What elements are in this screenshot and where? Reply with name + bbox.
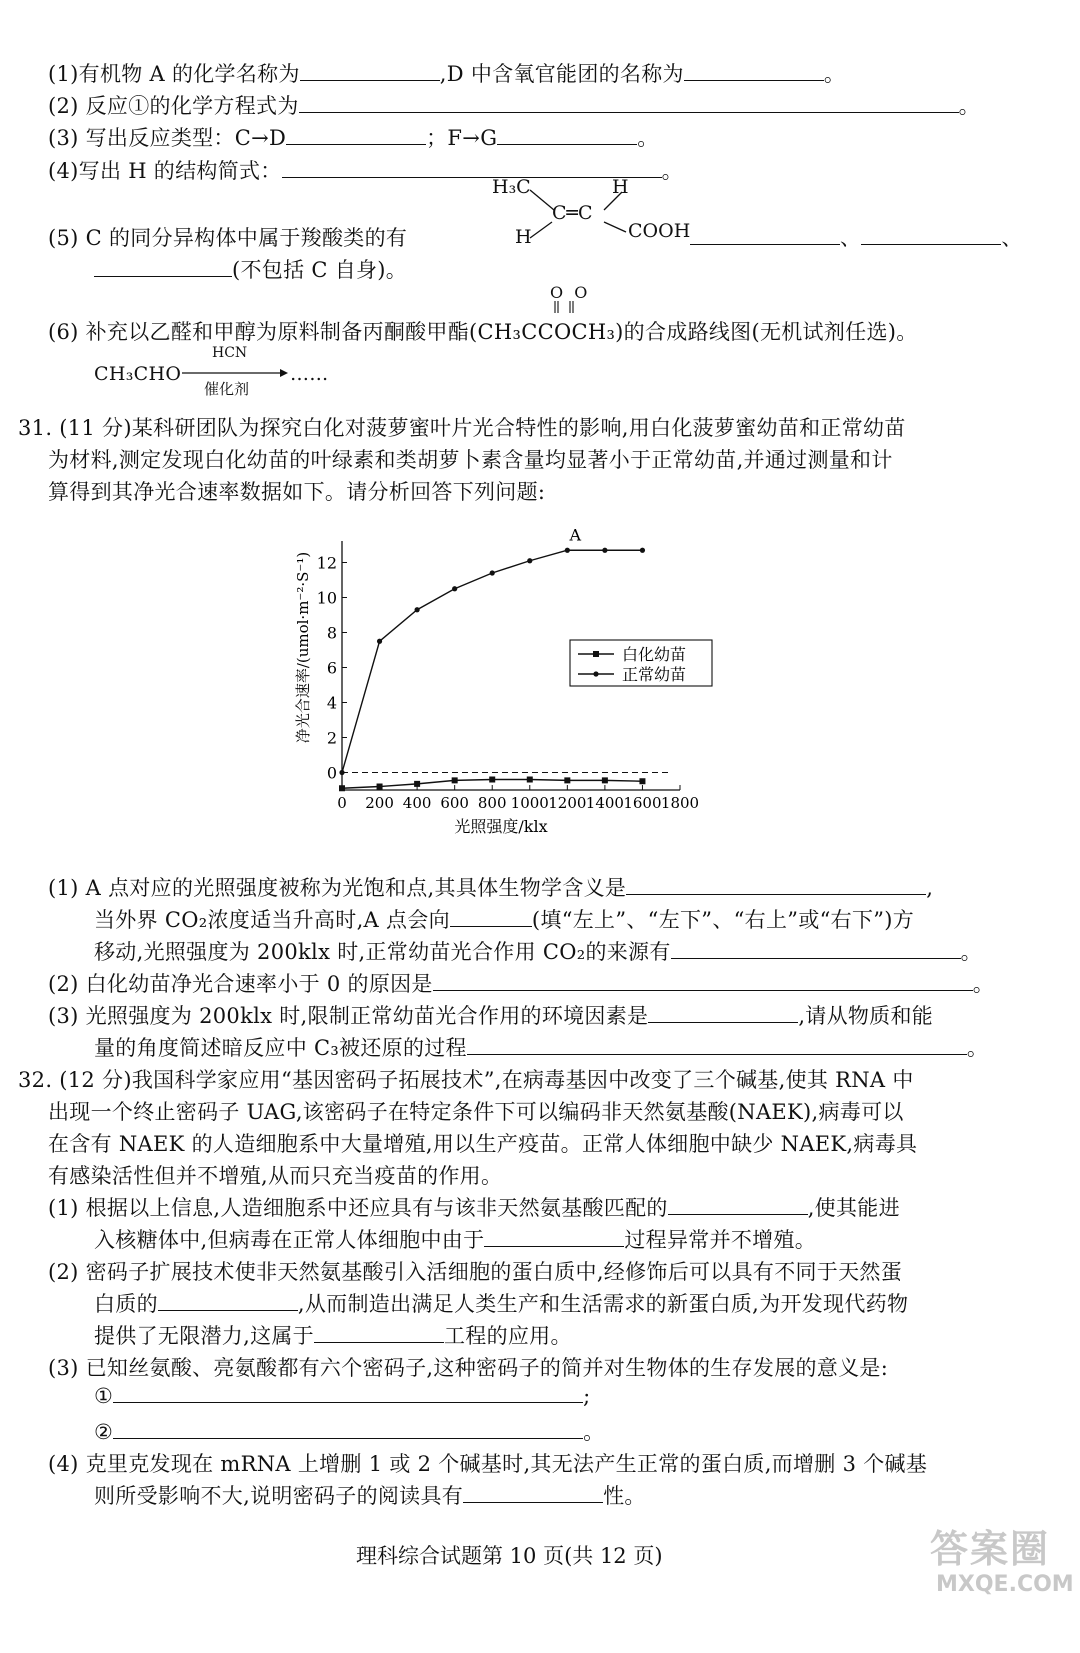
q32-stem-line4: 有感染活性但并不增殖,从而只充当疫苗的作用。: [48, 1164, 503, 1188]
q31-stem-line2: 为材料,测定发现白化幼苗的叶绿素和类胡萝卜素含量均显著小于正常幼苗,并通过测量和计: [48, 448, 893, 472]
y-axis-label: 净光合速率/(umol·m⁻²·S⁻¹): [294, 551, 312, 744]
carbonyl-bonds: [550, 300, 590, 314]
y-tick-label: 2: [326, 728, 337, 748]
q32-sub3-item2: ② 。: [94, 1420, 605, 1444]
answer-blank[interactable]: [626, 876, 926, 895]
y-tick-label: 8: [326, 623, 337, 643]
route-arrow: [182, 366, 292, 380]
q32-sub3: (3) 已知丝氨酸、亮氨酸都有六个密码子,这种密码子的简并对生物体的生存发展的意义是:: [48, 1356, 889, 1380]
photosynthesis-chart: [280, 515, 720, 860]
watermark-logo: 答案圈: [930, 1527, 1051, 1571]
answer-blank[interactable]: [648, 1004, 798, 1023]
q30-part4: (4)写出 H 的结构简式： 。: [48, 159, 683, 183]
route-catalyst: 催化剂: [204, 380, 250, 398]
q30-part5-tail: (不包括 C 自身)。: [94, 254, 407, 284]
data-point-square: [452, 777, 458, 783]
y-tick-label: 4: [326, 693, 337, 713]
q32-sub2: (2) 密码子扩展技术使非天然氨基酸引入活细胞的蛋白质中,经修饰后可以具有不同于天然蛋: [48, 1260, 902, 1284]
answer-blank[interactable]: [433, 972, 973, 991]
x-tick-label: 1600: [623, 794, 662, 812]
data-point-dot: [452, 586, 457, 591]
q32-stem-line2: 出现一个终止密码子 UAG,该密码子在特定条件下可以编码非天然氨基酸(NAEK),病毒可以: [48, 1100, 904, 1124]
x-tick-label: 1000: [510, 794, 549, 812]
x-tick-label: 1800: [660, 794, 700, 812]
data-point-dot: [602, 548, 607, 553]
q30-part5: (5) C 的同分异构体中属于羧酸类的有: [48, 226, 408, 250]
q32-sub2-b: 白质的 ,从而制造出满足人类生产和生活需求的新蛋白质,为开发现代药物: [94, 1292, 909, 1316]
answer-blank[interactable]: [113, 1384, 583, 1403]
pyruvate-formula: CH₃CCOCH₃: [477, 320, 616, 344]
struct-cooh: COOH: [628, 220, 691, 242]
q32-sub4: (4) 克里克发现在 mRNA 上增删 1 或 2 个碱基时,其无法产生正常的蛋白质,而增删 3 个碱基: [48, 1452, 928, 1476]
q30-part1: (1)有机物 A 的化学名称为 ,D 中含氧官能团的名称为 。: [48, 62, 846, 86]
data-point-square: [602, 777, 608, 783]
q31-sub2: (2) 白化幼苗净光合速率小于 0 的原因是 。: [48, 972, 995, 996]
data-point-square: [339, 785, 345, 791]
route-reagent: HCN: [212, 345, 248, 361]
answer-blank[interactable]: [286, 126, 426, 145]
answer-blank[interactable]: [300, 62, 440, 81]
answer-blank[interactable]: [158, 1292, 298, 1311]
x-tick-label: 200: [365, 794, 394, 812]
chart-axes: [294, 541, 699, 836]
q30-part6: (6) 补充以乙醛和甲醇为原料制备丙酮酸甲酯(CH₃CCOCH₃)的合成路线图(无机试剂任选)。: [48, 320, 918, 344]
q32-sub1: (1) 根据以上信息,人造细胞系中还应具有与该非天然氨基酸匹配的 ,使其能进: [48, 1196, 900, 1220]
route-start: CH₃CHO: [94, 363, 182, 385]
data-point-square: [639, 778, 645, 784]
data-point-square: [377, 784, 383, 790]
q31-stem-line3: 算得到其净光合速率数据如下。请分析回答下列问题:: [48, 480, 546, 504]
struct-bonds: [480, 170, 680, 250]
q31-sub1-c: 移动,光照强度为 200klx 时,正常幼苗光合作用 CO₂的来源有 。: [94, 940, 982, 964]
data-point-dot: [415, 607, 420, 612]
legend-swatch-square: [593, 651, 599, 657]
x-tick-label: 800: [477, 794, 507, 812]
data-point-dot: [377, 639, 382, 644]
answer-blank[interactable]: [668, 1196, 808, 1215]
data-point-square: [414, 781, 420, 787]
answer-blank[interactable]: [314, 1324, 444, 1343]
x-tick-label: 400: [402, 794, 432, 812]
page-footer: 理科综合试题第 10 页(共 12 页): [356, 1544, 663, 1568]
q30-part3: (3) 写出反应类型：C→D ；F→G 。: [48, 126, 659, 150]
q32-sub2-c: 提供了无限潜力,这属于 工程的应用。: [94, 1324, 572, 1348]
struct-h-bottom: H: [515, 226, 532, 248]
answer-blank[interactable]: [299, 94, 959, 113]
data-point-dot: [490, 570, 495, 575]
q31-sub1: (1) A 点对应的光照强度被称为光饱和点,其具体生物学含义是 ,: [48, 876, 934, 900]
data-point-dot: [565, 548, 570, 553]
watermark-url: MXQE.COM: [936, 1572, 1074, 1597]
answer-blank[interactable]: [671, 940, 961, 959]
data-point-square: [527, 777, 533, 783]
struct-h-top: H: [612, 176, 629, 198]
q32-sub3-item1: ① ;: [94, 1384, 591, 1408]
y-tick-label: 10: [316, 588, 337, 608]
x-tick-label: 0: [337, 794, 347, 812]
carbonyl-oxygens: O O: [550, 283, 591, 302]
answer-blank[interactable]: [497, 126, 637, 145]
x-tick-label: 1200: [548, 794, 587, 812]
q32-sub1-b: 入核糖体中,但病毒在正常人体细胞中由于 过程异常并不增殖。: [94, 1228, 817, 1252]
x-tick-label: 600: [440, 794, 469, 812]
struct-h3c: H₃C: [492, 176, 531, 198]
legend-label: 正常幼苗: [622, 665, 687, 684]
struct-double-bond: C═C: [552, 202, 593, 224]
q30-part5-blanks: 、 、: [690, 222, 1023, 252]
data-point-square: [489, 777, 495, 783]
y-tick-label: 0: [326, 763, 337, 783]
q31-stem-line1: 31. (11 分)某科研团队为探究白化对菠萝蜜叶片光合特性的影响,用白化菠萝蜜幼苗和正常幼苗: [18, 416, 906, 440]
q32-stem-line3: 在含有 NAEK 的人造细胞系中大量增殖,用以生产疫苗。正常人体细胞中缺少 NAEK,病毒具: [48, 1132, 918, 1156]
answer-blank[interactable]: [861, 226, 1001, 245]
y-tick-label: 6: [326, 658, 337, 678]
data-point-dot: [640, 548, 645, 553]
chart-legend: [570, 640, 712, 686]
q31-sub3: (3) 光照强度为 200klx 时,限制正常幼苗光合作用的环境因素是 ,请从物质和能: [48, 1004, 934, 1028]
q32-sub4-b: 则所受影响不大,说明密码子的阅读具有 性。: [94, 1484, 646, 1508]
q30-part2: (2) 反应①的化学方程式为 。: [48, 94, 980, 118]
answer-blank[interactable]: [690, 226, 840, 245]
answer-blank[interactable]: [484, 1228, 624, 1247]
q31-sub1-b: 当外界 CO₂浓度适当升高时,A 点会向 (填“左上”、“左下”、“右上”或“右下”)方: [94, 908, 915, 932]
legend-swatch-dot: [593, 671, 598, 676]
q32-stem-line1: 32. (12 分)我国科学家应用“基因密码子拓展技术”,在病毒基因中改变了三个碱基,使其 RNA 中: [18, 1068, 914, 1092]
x-axis-label: 光照强度/klx: [454, 817, 548, 836]
answer-blank[interactable]: [113, 1420, 583, 1439]
answer-blank[interactable]: [450, 908, 532, 927]
answer-blank[interactable]: [684, 62, 824, 81]
y-tick-label: 12: [316, 553, 337, 573]
route-end: ……: [290, 363, 329, 385]
data-point-dot: [527, 558, 532, 563]
point-a-label: A: [569, 525, 582, 545]
legend-label: 白化幼苗: [622, 645, 687, 664]
data-point-square: [564, 777, 570, 783]
answer-blank[interactable]: [467, 1036, 967, 1055]
answer-blank[interactable]: [463, 1484, 603, 1503]
data-point-dot: [339, 770, 344, 775]
x-tick-label: 1400: [585, 794, 624, 812]
q31-sub3-b: 量的角度简述暗反应中 C₃被还原的过程 。: [94, 1036, 989, 1060]
answer-blank[interactable]: [94, 258, 232, 277]
